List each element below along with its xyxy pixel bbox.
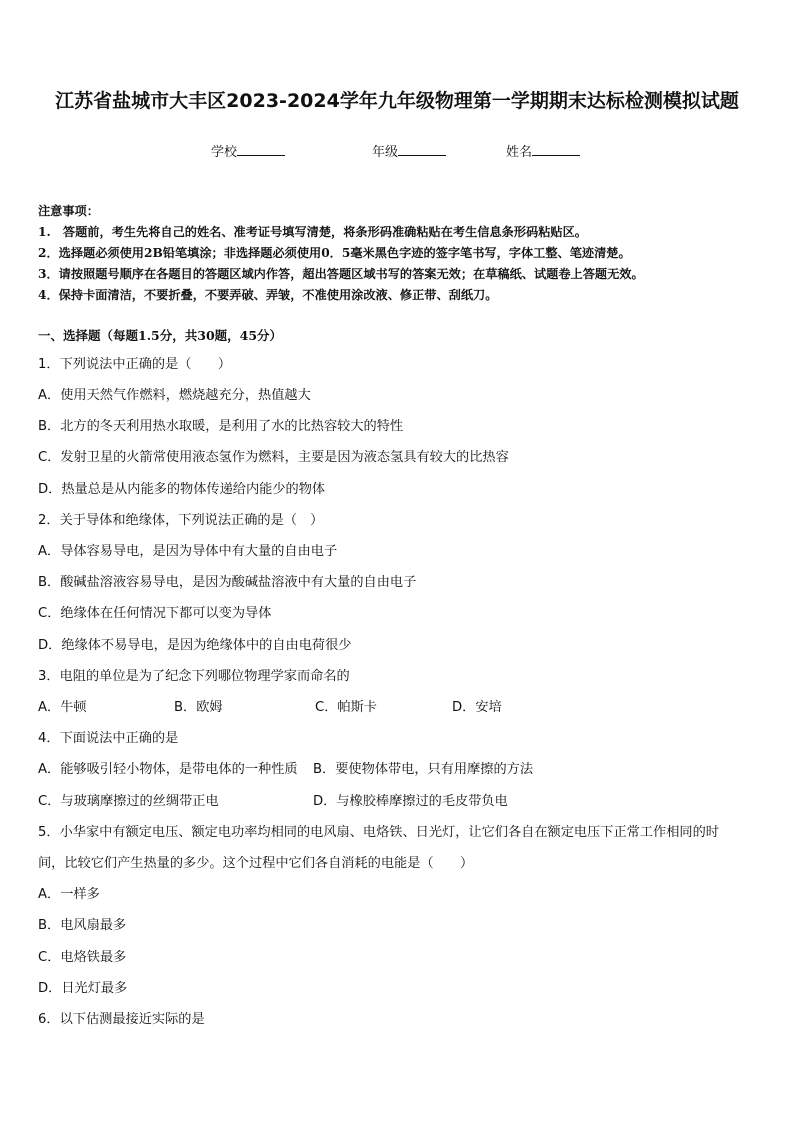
notice-item: 2．选择题必须使用2B铅笔填涂；非选择题必须使用0．5毫米黑色字迹的签字笔书写，字体工整、笔迹清楚。 — [38, 246, 631, 260]
option: D．日光灯最多 — [38, 981, 128, 996]
school-blank — [237, 144, 285, 156]
option: A．牛顿 — [38, 700, 87, 715]
option: C．与玻璃摩擦过的丝绸带正电 — [38, 794, 219, 809]
question-stem: 3．电阻的单位是为了纪念下列哪位物理学家而命名的 — [38, 669, 350, 684]
school-label: 学校 — [211, 145, 238, 160]
option: D．与橡胶棒摩擦过的毛皮带负电 — [313, 794, 508, 809]
option: C．电烙铁最多 — [38, 950, 127, 965]
notice-block — [38, 201, 768, 306]
question-stem: 2．关于导体和绝缘体，下列说法正确的是（ ） — [38, 513, 324, 528]
option: A．导体容易导电，是因为导体中有大量的自由电子 — [38, 544, 338, 559]
option: A．使用天然气作燃料，燃烧越充分，热值越大 — [38, 388, 311, 403]
option: C．发射卫星的火箭常使用液态氢作为燃料，主要是因为液态氢具有较大的比热容 — [38, 450, 509, 465]
name-label: 姓名 — [506, 145, 533, 160]
school-field — [211, 141, 285, 160]
option: A．一样多 — [38, 887, 100, 902]
option: B．要使物体带电，只有用摩擦的方法 — [313, 762, 534, 777]
section-heading: 一、选择题（每题1.5分，共30题，45分） — [38, 328, 283, 343]
option: B．酸碱盐溶液容易导电，是因为酸碱盐溶液中有大量的自由电子 — [38, 575, 417, 590]
grade-blank — [398, 144, 446, 156]
option: B．北方的冬天利用热水取暖，是利用了水的比热容较大的特性 — [38, 419, 404, 434]
option: A．能够吸引轻小物体，是带电体的一种性质 — [38, 762, 298, 777]
notice-heading: 注意事项： — [38, 204, 99, 218]
option: C．帕斯卡 — [315, 700, 377, 715]
notice-item: 4．保持卡面清洁，不要折叠，不要弄破、弄皱，不准使用涂改液、修正带、刮纸刀。 — [38, 288, 498, 302]
question-stem: 4．下面说法中正确的是 — [38, 731, 179, 746]
notice-item: 3．请按照题号顺序在各题目的答题区域内作答，超出答题区域书写的答案无效；在草稿纸、试题卷上答题无效。 — [38, 267, 644, 281]
option: D．安培 — [452, 700, 502, 715]
option: B．电风扇最多 — [38, 918, 127, 933]
question-stem: 6．以下估测最接近实际的是 — [38, 1012, 205, 1027]
name-field — [506, 141, 580, 160]
question-stem-continued: 间，比较它们产生热量的多少。这个过程中它们各自消耗的电能是（ ） — [38, 856, 474, 871]
name-blank — [532, 144, 580, 156]
option: B．欧姆 — [174, 700, 223, 715]
notice-item: 1. 答题前，考生先将自己的姓名、准考证号填写清楚，将条形码准确粘贴在考生信息条形码粘贴区。 — [38, 225, 587, 239]
option: D．绝缘体不易导电，是因为绝缘体中的自由电荷很少 — [38, 638, 352, 653]
page-title: 江苏省盐城市大丰区2023-2024学年九年级物理第一学期期末达标检测模拟试题 — [55, 90, 739, 112]
question-stem: 1．下列说法中正确的是（ ） — [38, 357, 232, 372]
grade-field — [372, 141, 446, 160]
question-stem: 5．小华家中有额定电压、额定电功率均相同的电风扇、电烙铁、日光灯，让它们各自在额定电压下正常工作相同的时 — [38, 825, 719, 840]
grade-label: 年级 — [372, 145, 399, 160]
option: C．绝缘体在任何情况下都可以变为导体 — [38, 606, 272, 621]
option: D．热量总是从内能多的物体传递给内能少的物体 — [38, 482, 326, 497]
